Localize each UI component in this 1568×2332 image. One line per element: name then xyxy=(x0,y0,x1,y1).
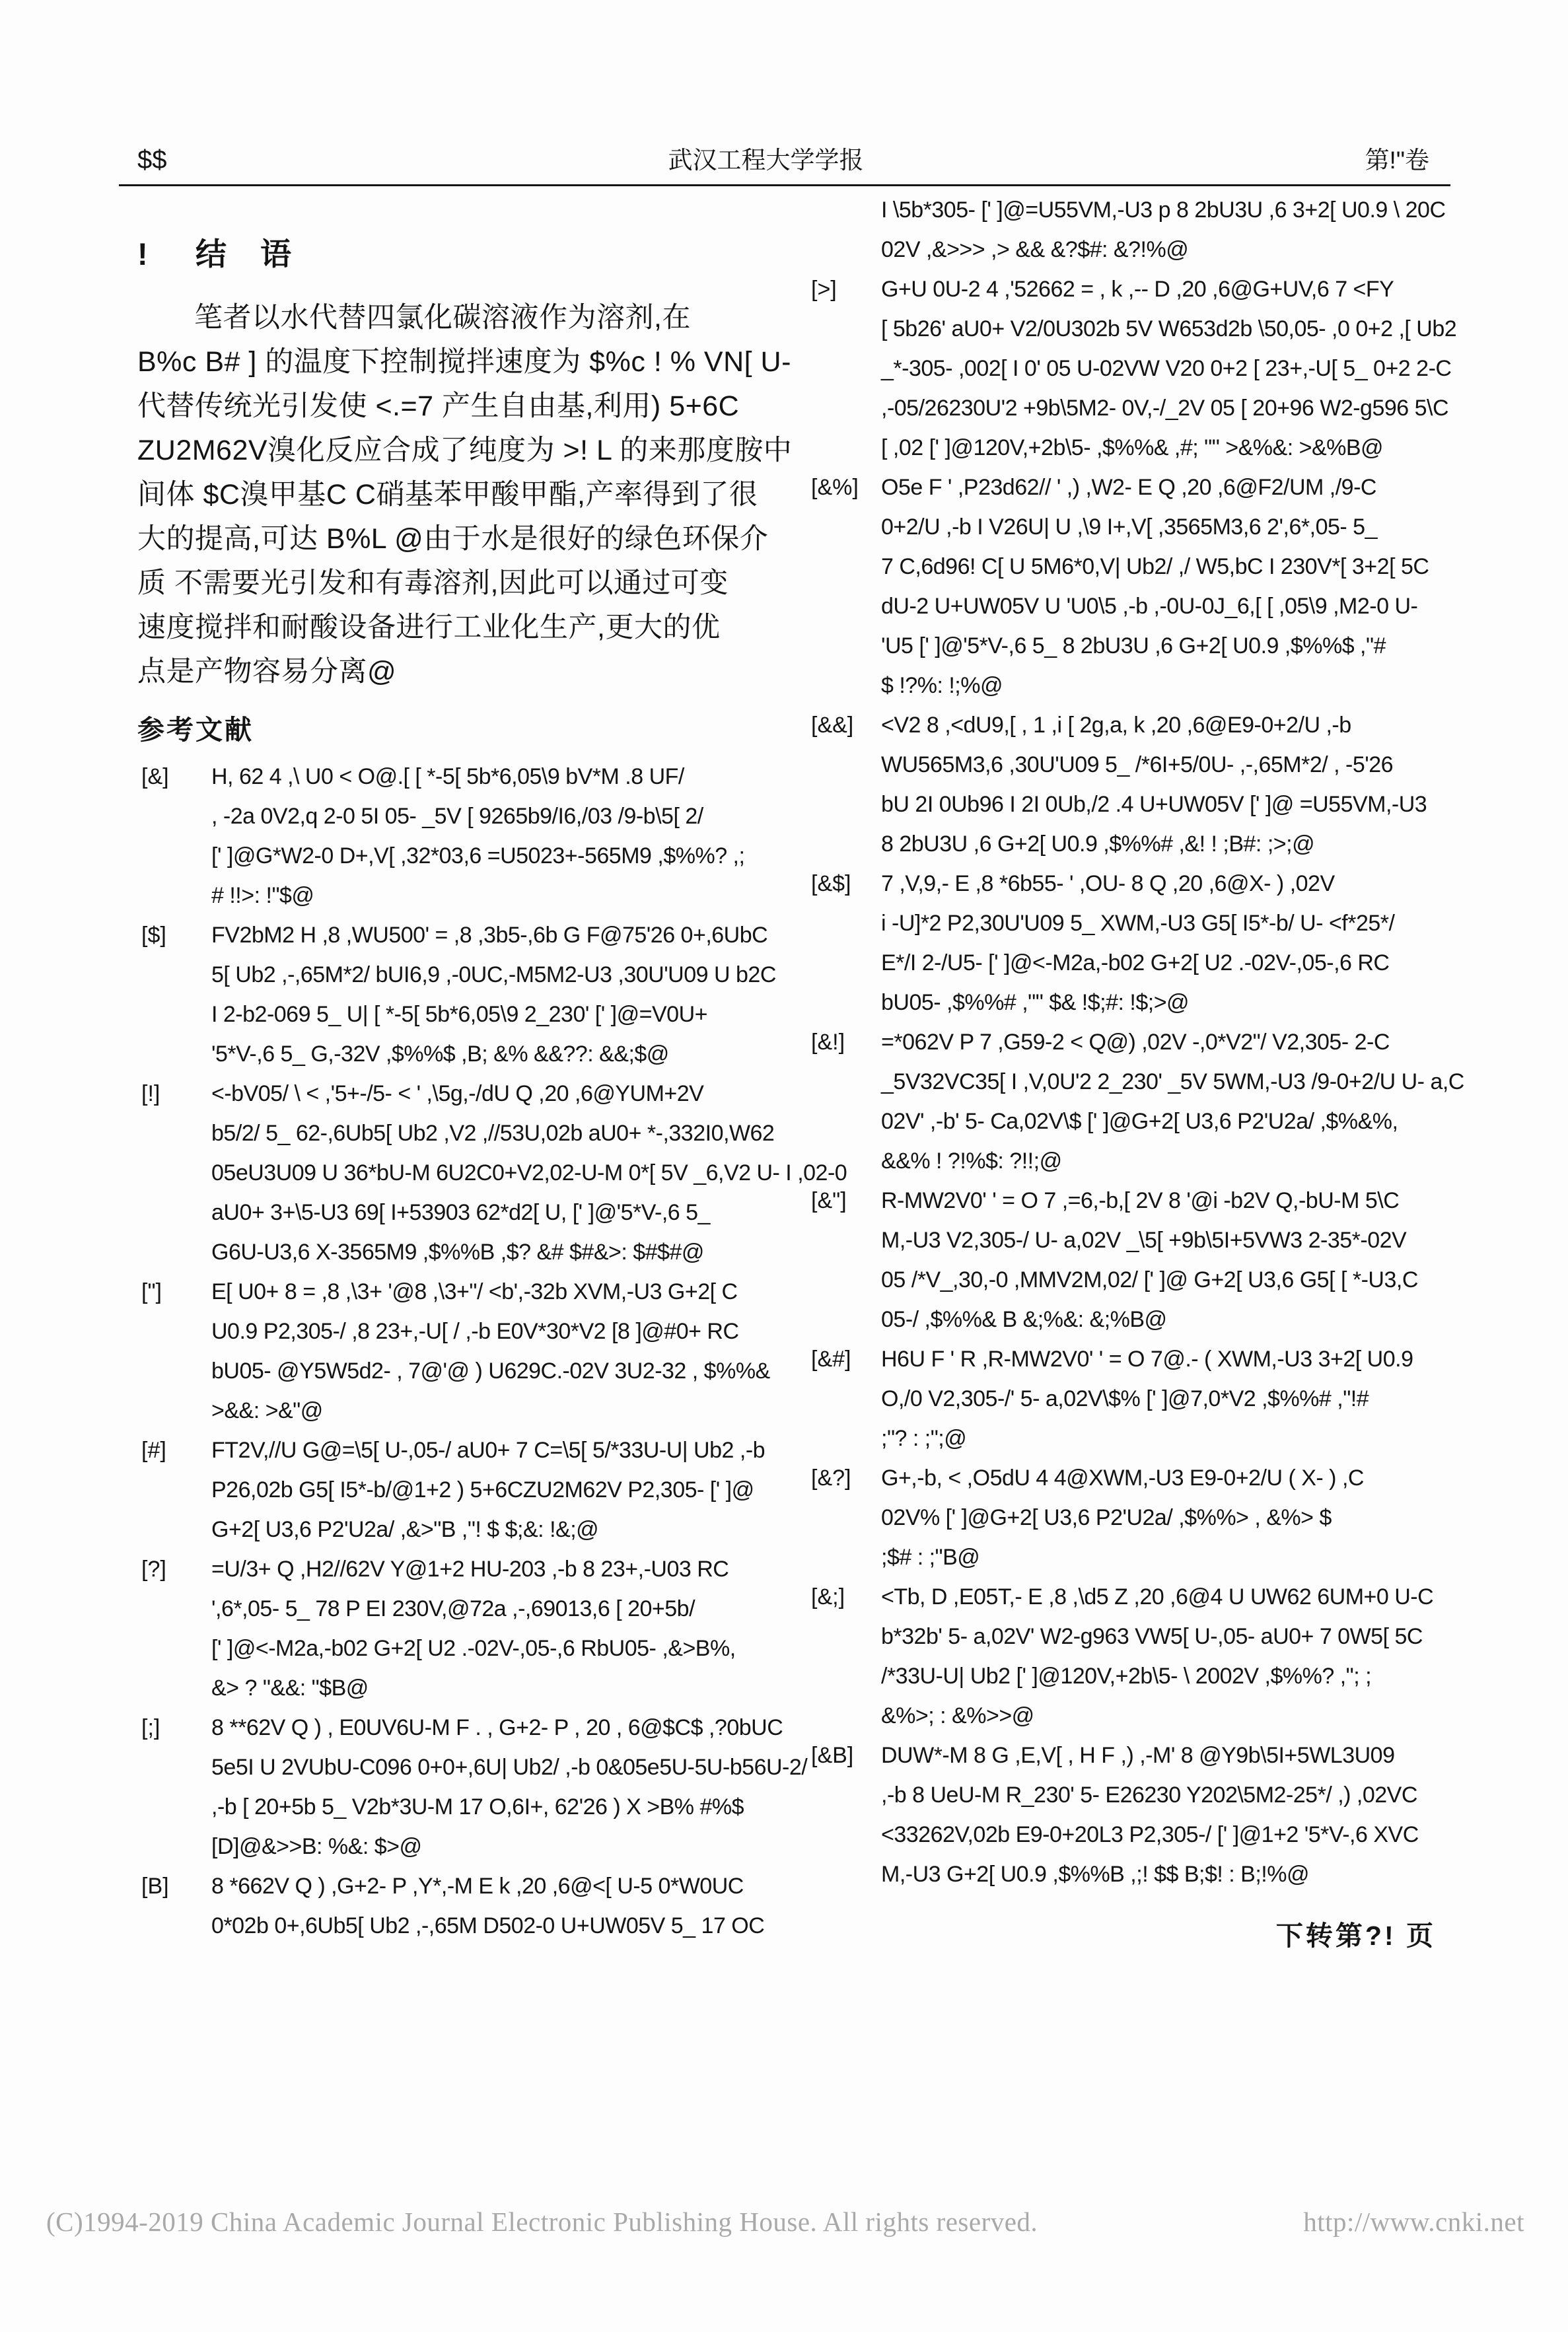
text-line: B%c B# ] 的温度下控制搅拌速度为 $%c ! % VN[ U- xyxy=(137,346,791,378)
reference-line: 02V% [' ]@G+2[ U3,6 P2'U2a/ ,$%%> , &%> $ xyxy=(881,1505,1332,1530)
reference-label: [$] xyxy=(141,923,166,948)
reference-line: E[ U0+ 8 = ,8 ,\3+ '@8 ,\3+"/ <b',-32b XVM,-U3 G+2[ C xyxy=(211,1279,738,1304)
cnki-url: http://www.cnki.net xyxy=(1303,2207,1524,2237)
text-line: 笔者以水代替四氯化碳溶液作为溶剂,在 xyxy=(194,302,691,334)
reference-line: G6U-U3,6 X-3565M9 ,$%%B ,$? &# $#&>: $#$#@ xyxy=(211,1240,704,1265)
reference-line: ,-b 8 UeU-M R_230' 5- E26230 Y202\5M2-25*/ ,) ,02VC xyxy=(881,1783,1417,1808)
reference-item xyxy=(137,1866,766,1946)
reference-line: U0.9 P2,305-/ ,8 23+,-U[ / ,-b E0V*30*V2 [8 ]@#0+ RC xyxy=(211,1319,739,1344)
reference-item xyxy=(807,705,1436,864)
reference-line: I \5b*305- [' ]@=U55VM,-U3 p 8 2bU3U ,6 3+2[ U0.9 \ 20C xyxy=(881,197,1446,223)
reference-line: aU0+ 3+\5-U3 69[ I+53903 62*d2[ U, [' ]@'5*V-,6 5_ xyxy=(211,1200,710,1225)
text-line: 速度搅拌和耐酸设备进行工业化生产,更大的优 xyxy=(137,612,721,643)
reference-label: [!] xyxy=(141,1081,160,1106)
reference-line: ;"? : ;";@ xyxy=(881,1426,967,1451)
reference-label: [#] xyxy=(141,1438,166,1463)
reference-line: =*062V P 7 ,G59-2 < Q@) ,02V -,0*V2"/ V2,305- 2-C xyxy=(881,1030,1390,1055)
references-left-column xyxy=(137,757,847,1946)
reference-line: ',6*,05- 5_ 78 P EI 230V,@72a ,-,69013,6 [ 20+5b/ xyxy=(211,1596,695,1621)
reference-label: [;] xyxy=(141,1715,160,1740)
reference-line: bU05- @Y5W5d2- , 7@'@ ) U629C.-02V 3U2-32 , $%%& xyxy=(211,1359,770,1384)
reference-line: &%>; : &%>>@ xyxy=(881,1703,1034,1728)
reference-line: <-bV05/ \ < ,'5+-/5- < ' ,\5g,-/dU Q ,20 ,6@YUM+2V xyxy=(211,1081,704,1106)
reference-line: >&&: >&"@ xyxy=(211,1398,323,1423)
header-divider xyxy=(119,184,1450,186)
reference-label: [&&] xyxy=(811,713,854,738)
continued-on-page-note: 下转第?! 页 xyxy=(1275,1921,1436,1951)
reference-item xyxy=(807,1181,1436,1339)
reference-line: 02V' ,-b' 5- Ca,02V\$ [' ]@G+2[ U3,6 P2'U2a/ ,$%&%, xyxy=(881,1109,1398,1134)
reference-line: E*/I 2-/U5- [' ]@<-M2a,-b02 G+2[ U2 .-02V-,05-,6 RC xyxy=(881,950,1390,975)
reference-item xyxy=(807,190,1446,269)
copyright-text: (C)1994-2019 China Academic Journal Electronic Publishing House. All rights reserved. xyxy=(46,2207,1038,2237)
reference-line: [ 5b26' aU0+ V2/0U302b 5V W653d2b \50,05- ,0 0+2 ,[ Ub2 xyxy=(881,316,1457,341)
reference-line: _*-305- ,002[ I 0' 05 U-02VW V20 0+2 [ 23+,-U[ 5_ 0+2 2-C xyxy=(881,356,1452,381)
text-line: 大的提高,可达 B%L @由于水是很好的绿色环保介 xyxy=(137,523,769,555)
reference-line: O5e F ' ,P23d62// ' ,) ,W2- E Q ,20 ,6@F2/UM ,/9-C xyxy=(881,475,1376,500)
reference-line: [D]@&>>B: %&: $>@ xyxy=(211,1834,422,1859)
reference-line: 8 *662V Q ) ,G+2- P ,Y*,-M E k ,20 ,6@<[ U-5 0*W0UC xyxy=(211,1874,744,1899)
reference-line: 5[ Ub2 ,-,65M*2/ bUI6,9 ,-0UC,-M5M2-U3 ,30U'U09 U b2C xyxy=(211,962,776,987)
reference-item xyxy=(807,1022,1464,1181)
text-line: 代替传统光引发使 <.=7 产生自由基,利用) 5+6C xyxy=(137,390,740,422)
conclusion-section-number: ! xyxy=(137,236,149,271)
reference-line: P26,02b G5[ I5*-b/@1+2 ) 5+6CZU2M62V P2,305- [' ]@ xyxy=(211,1477,754,1502)
reference-line: bU05- ,$%%# ,"" $& !$;#: !$;>@ xyxy=(881,990,1190,1015)
reference-label: [&#] xyxy=(811,1347,851,1372)
reference-line: dU-2 U+UW05V U 'U0\5 ,-b ,-0U-0J_6,[ [ ,05\9 ,M2-0 U- xyxy=(881,594,1418,619)
reference-label: [B] xyxy=(141,1874,169,1899)
reference-item xyxy=(807,1736,1436,1894)
reference-line: /*33U-U| Ub2 [' ]@120V,+2b\5- \ 2002V ,$%%? ,"; ; xyxy=(881,1664,1372,1689)
page-header xyxy=(137,140,1429,176)
reference-line: [ ,02 [' ]@120V,+2b\5- ,$%%& ,#; "" >&%&: >&%B@ xyxy=(881,435,1384,460)
reference-line: G+,-b, < ,O5dU 4 4@XWM,-U3 E9-0+2/U ( X- ) ,C xyxy=(881,1466,1364,1491)
reference-line: M,-U3 V2,305-/ U- a,02V _\5[ +9b\5I+5VW3 2-35*-02V xyxy=(881,1228,1407,1253)
reference-item xyxy=(137,1708,808,1866)
reference-line: 0+2/U ,-b I V26U| U ,\9 I+,V[ ,3565M3,6 2',6*,05- 5_ xyxy=(881,514,1377,540)
reference-item xyxy=(137,757,766,915)
reference-label: ["] xyxy=(141,1279,162,1304)
reference-line: H, 62 4 ,\ U0 < O@.[ [ *-5[ 5b*6,05\9 bV*M .8 UF/ xyxy=(211,764,684,789)
reference-line: '5*V-,6 5_ G,-32V ,$%%$ ,B; &% &&??: &&;$@ xyxy=(211,1042,669,1067)
reference-label: [&"] xyxy=(811,1188,847,1213)
reference-line: 05eU3U09 U 36*bU-M 6U2C0+V2,02-U-M 0*[ 5V _6,V2 U- I ,02-0 xyxy=(211,1160,847,1185)
page-footer xyxy=(46,2206,1524,2238)
references-heading: 参考文献 xyxy=(137,715,254,745)
reference-line: [' ]@G*W2-0 D+,V[ ,32*03,6 =U5023+-565M9 ,$%%? ,; xyxy=(211,843,745,868)
reference-item xyxy=(807,1577,1436,1736)
reference-line: <Tb, D ,E05T,- E ,8 ,\d5 Z ,20 ,6@4 U UW62 6UM+0 U-C xyxy=(881,1584,1434,1609)
reference-item xyxy=(137,1431,766,1549)
reference-line: bU 2I 0Ub96 I 2I 0Ub,/2 .4 U+UW05V [' ]@ =U55VM,-U3 xyxy=(881,792,1427,817)
reference-line: b5/2/ 5_ 62-,6Ub5[ Ub2 ,V2 ,//53U,02b aU0+ *-,332I0,W62 xyxy=(211,1121,775,1146)
reference-line: 02V ,&>>> ,> && &?$#: &?!%@ xyxy=(881,237,1189,262)
reference-line: b*32b' 5- a,02V' W2-g963 VW5[ U-,05- aU0+ 7 0W5[ 5C xyxy=(881,1624,1423,1649)
reference-line: <V2 8 ,<dU9,[ , 1 ,i [ 2g,a, k ,20 ,6@E9-0+2/U ,-b xyxy=(881,713,1351,738)
reference-label: [&;] xyxy=(811,1584,845,1609)
reference-label: [&$] xyxy=(811,871,851,896)
reference-line: _5V32VC35[ I ,V,0U'2 2_230' _5V 5WM,-U3 /9-0+2/U U- a,C xyxy=(881,1069,1464,1094)
reference-label: [?] xyxy=(141,1557,166,1582)
reference-line: 7 ,V,9,- E ,8 *6b55- ' ,OU- 8 Q ,20 ,6@X- ) ,02V xyxy=(881,871,1335,896)
reference-item xyxy=(137,915,776,1074)
reference-line: FV2bM2 H ,8 ,WU500' = ,8 ,3b5-,6b G F@75'26 0+,6UbC xyxy=(211,923,768,948)
reference-line: &> ? "&&: "$B@ xyxy=(211,1676,369,1701)
reference-line: [' ]@<-M2a,-b02 G+2[ U2 .-02V-,05-,6 RbU05- ,&>B%, xyxy=(211,1636,736,1661)
reference-line: DUW*-M 8 G ,E,V[ , H F ,) ,-M' 8 @Y9b\5I+5WL3U09 xyxy=(881,1743,1395,1768)
text-line: ZU2M62V溴化反应合成了纯度为 >! L 的来那度胺中 xyxy=(137,435,793,466)
reference-line: =U/3+ Q ,H2//62V Y@1+2 HU-203 ,-b 8 23+,-U03 RC xyxy=(211,1557,729,1582)
reference-line: O,/0 V2,305-/' 5- a,02V\$% [' ]@7,0*V2 ,$%%# ,"!# xyxy=(881,1386,1369,1411)
journal-title: 武汉工程大学学报 xyxy=(668,147,864,174)
reference-line: i -U]*2 P2,30U'U09 5_ XWM,-U3 G5[ I5*-b/ U- <f*25*/ xyxy=(881,911,1395,936)
reference-line: WU565M3,6 ,30U'U09 5_ /*6I+5/0U- ,-,65M*2/ , -5'26 xyxy=(881,752,1394,777)
volume-label: 第!"卷 xyxy=(1365,147,1429,174)
reference-line: 05-/ ,$%%& B &;%&: &;%B@ xyxy=(881,1307,1167,1332)
reference-line: FT2V,//U G@=\5[ U-,05-/ aU0+ 7 C=\5[ 5/*33U-U| Ub2 ,-b xyxy=(211,1438,766,1463)
reference-label: [&!] xyxy=(811,1030,845,1055)
text-line: 质 不需要光引发和有毒溶剂,因此可以通过可变 xyxy=(137,567,729,599)
reference-line: 5e5I U 2VUbU-C096 0+0+,6U| Ub2/ ,-b 0&05e5U-5U-b56U-2/ xyxy=(211,1755,808,1780)
reference-item xyxy=(807,1339,1436,1458)
reference-line: ,-05/26230U'2 +9b\5M2- 0V,-/_2V 05 [ 20+96 W2-g596 5\C xyxy=(881,396,1449,421)
reference-label: [&?] xyxy=(811,1466,851,1491)
reference-line: 8 **62V Q ) , E0UV6U-M F . , G+2- P , 20 , 6@$C$ ,?0bUC xyxy=(211,1715,783,1740)
reference-line: , -2a 0V2,q 2-0 5I 05- _5V [ 9265b9/I6,/03 /9-b\5[ 2/ xyxy=(211,804,703,829)
reference-item xyxy=(137,1549,766,1708)
reference-line: G+U 0U-2 4 ,'52662 = , k ,-- D ,20 ,6@G+UV,6 7 <FY xyxy=(881,277,1394,302)
conclusion-paragraph xyxy=(137,296,793,694)
reference-item xyxy=(807,1458,1436,1577)
reference-item xyxy=(807,864,1436,1022)
text-line: 间体 $C溴甲基C C硝基苯甲酸甲酯,产率得到了很 xyxy=(137,479,758,511)
reference-line: M,-U3 G+2[ U0.9 ,$%%B ,;! $$ B;$! : B;!%@ xyxy=(881,1862,1309,1887)
reference-line: I 2-b2-069 5_ U| [ *-5[ 5b*6,05\9 2_230' [' ]@=V0U+ xyxy=(211,1002,707,1027)
reference-label: [>] xyxy=(811,277,837,302)
reference-line: &&% ! ?!%$: ?!!;@ xyxy=(881,1148,1062,1174)
reference-line: 0*02b 0+,6Ub5[ Ub2 ,-,65M D502-0 U+UW05V 5_ 17 OC xyxy=(211,1913,765,1938)
conclusion-title: 结 语 xyxy=(196,236,293,271)
reference-line: ,-b [ 20+5b 5_ V2b*3U-M 17 O,6I+, 62'26 ) X >B% #%$ xyxy=(211,1794,744,1820)
reference-line: ;$# : ;"B@ xyxy=(881,1545,980,1570)
reference-line: 8 2bU3U ,6 G+2[ U0.9 ,$%%# ,&! ! ;B#: ;>;@ xyxy=(881,831,1315,857)
reference-label: [&] xyxy=(141,764,169,789)
reference-item xyxy=(807,468,1436,705)
reference-line: R-MW2V0' ' = O 7 ,=6,-b,[ 2V 8 '@i -b2V Q,-bU-M 5\C xyxy=(881,1188,1400,1213)
reference-item xyxy=(137,1272,770,1431)
reference-line: 'U5 [' ]@'5*V-,6 5_ 8 2bU3U ,6 G+2[ U0.9 ,$%%$ ,"# xyxy=(881,633,1386,658)
reference-line: 7 C,6d96! C[ U 5M6*0,V| Ub2/ ,/ W5,bC I 230V*[ 3+2[ 5C xyxy=(881,554,1429,579)
reference-line: 05 /*V_,30,-0 ,MMV2M,02/ [' ]@ G+2[ U3,6 G5[ [ *-U3,C xyxy=(881,1267,1418,1292)
reference-item xyxy=(137,1074,847,1272)
references-right-column xyxy=(807,190,1464,1894)
reference-label: [&B] xyxy=(811,1743,854,1768)
reference-line: H6U F ' R ,R-MW2V0' ' = O 7@.- ( XWM,-U3 3+2[ U0.9 xyxy=(881,1347,1413,1372)
reference-label: [&%] xyxy=(811,475,859,500)
reference-line: <33262V,02b E9-0+20L3 P2,305-/ [' ]@1+2 '5*V-,6 XVC xyxy=(881,1822,1419,1847)
conclusion-heading xyxy=(137,230,293,274)
reference-item xyxy=(807,269,1457,468)
text-line: 点是产物容易分离@ xyxy=(137,656,397,688)
reference-line: $ !?%: !;%@ xyxy=(881,673,1003,698)
reference-line: G+2[ U3,6 P2'U2a/ ,&>"B ,"! $ $;&: !&;@ xyxy=(211,1517,599,1542)
page-number: $$ xyxy=(137,145,167,174)
reference-line: # !!>: !"$@ xyxy=(211,883,314,908)
